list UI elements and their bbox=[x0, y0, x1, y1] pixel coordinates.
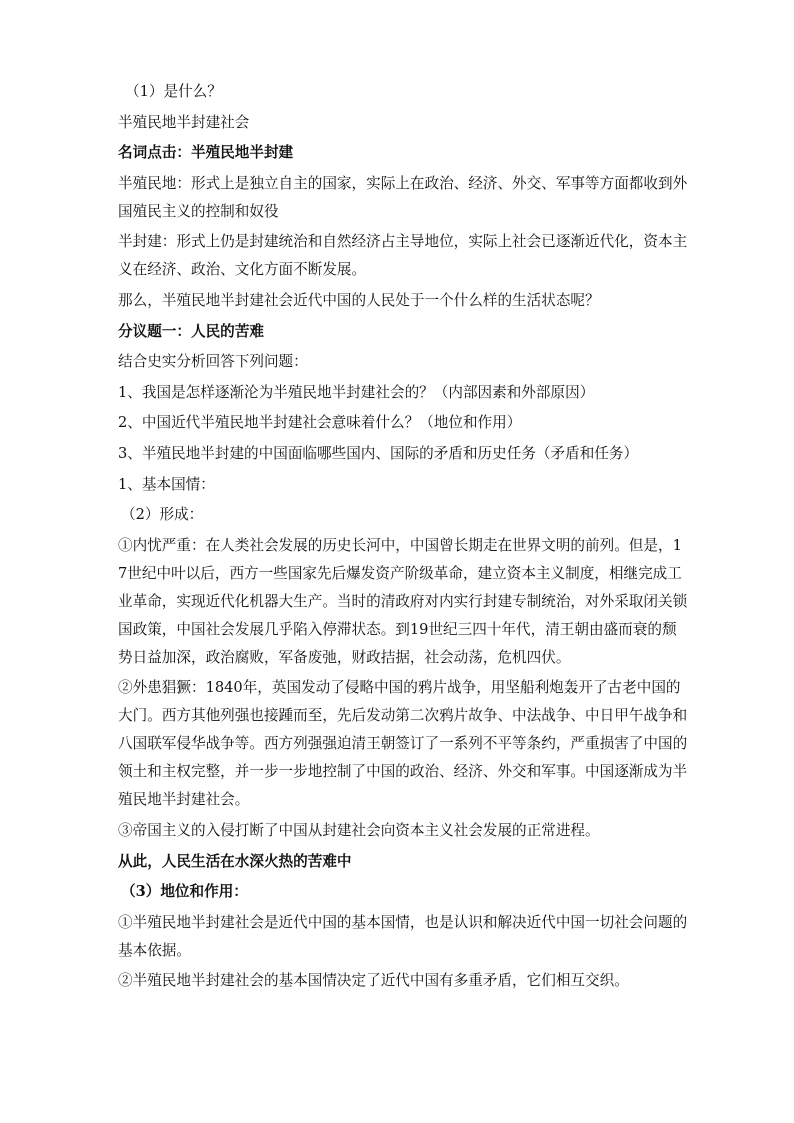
formation-heading: （2）形成： bbox=[121, 506, 204, 524]
internal-troubles-paragraph bbox=[89, 532, 688, 672]
question-item-2: 2、中国近代半殖民地半封建社会意味着什么？（地位和作用） bbox=[118, 414, 522, 432]
status-and-role-heading: （3）地位和作用： bbox=[121, 883, 248, 901]
status-point-1-text: ①半殖民地半封建社会是近代中国的基本国情，也是认识和解决近代中国一切社会问题的基本依据。 bbox=[118, 913, 688, 959]
semi-colonial-definition bbox=[89, 170, 688, 226]
people-suffering-heading: 从此，人民生活在水深火热的苦难中 bbox=[118, 852, 352, 870]
external-threats-text: ②外患猖獗：1840年，英国发动了侵略中国的鸦片战争，用坚船利炮轰开了古老中国的大门。西方其他列强也接踵而至，先后发动第二次鸦片故争、中法战争、中日甲午战争和八国联军侵华战争等。西方列强强迫清王朝签订了一系列不平等条约，严重损害了中国的领土和主权完整，并一步一步地控制了中国的政治、经济、外交和军事。中国逐渐成为半殖民地半封建社会。 bbox=[118, 679, 688, 809]
transition-question: 那么，半殖民地半封建社会近代中国的人民处于一个什么样的生活状态呢？ bbox=[118, 291, 600, 309]
semi-feudal-definition bbox=[89, 228, 688, 284]
answer-semi-colonial: 半殖民地半封建社会 bbox=[118, 113, 250, 131]
external-threats-paragraph bbox=[89, 674, 688, 814]
imperialism-interruption: ③帝国主义的入侵打断了中国从封建社会向资本主义社会发展的正常进程。 bbox=[118, 821, 600, 839]
status-point-1 bbox=[89, 909, 688, 965]
instruction-text: 结合史实分析回答下列问题： bbox=[118, 353, 308, 371]
sub-topic-1-heading: 分议题一：人民的苦难 bbox=[118, 322, 264, 340]
document-body bbox=[118, 78, 688, 998]
question-item-1: 1、我国是怎样逐渐沦为半殖民地半封建社会的？（内部因素和外部原因） bbox=[118, 383, 595, 401]
question-item-3: 3、半殖民地半封建的中国面临哪些国内、国际的矛盾和历史任务（矛盾和任务） bbox=[118, 444, 639, 462]
semi-feudal-definition-text: 半封建：形式上仍是封建统治和自然经济占主导地位，实际上社会已逐渐近代化，资本主义在经济、政治、文化方面不断发展。 bbox=[118, 233, 688, 279]
term-explanation-heading: 名词点击：半殖民地半封建 bbox=[118, 144, 294, 162]
internal-troubles-text: ①内忧严重：在人类社会发展的历史长河中，中国曾长期走在世界文明的前列。但是，17世纪中叶以后，西方一些国家先后爆发资产阶级革命，建立资本主义制度，相继完成工业革命，实现近代化机器大生产。当时的清政府对内实行封建专制统治，对外采取闭关锁国政策，中国社会发展几乎陷入停滞状态。到19世纪三四十年代，清王朝由盛而衰的颓势日益加深，政治腐败，军备废弛，财政拮据，社会动荡，危机四伏。 bbox=[118, 536, 688, 666]
status-point-2: ②半殖民地半封建社会的基本国情决定了近代中国有多重矛盾，它们相互交织。 bbox=[118, 972, 629, 990]
basic-national-conditions-heading: 1、基本国情： bbox=[118, 475, 215, 493]
question-1-heading: （1）是什么？ bbox=[125, 83, 222, 100]
semi-colonial-definition-text: 半殖民地：形式上是独立自主的国家，实际上在政治、经济、外交、军事等方面都收到外国殖民主义的控制和奴役 bbox=[118, 174, 688, 220]
